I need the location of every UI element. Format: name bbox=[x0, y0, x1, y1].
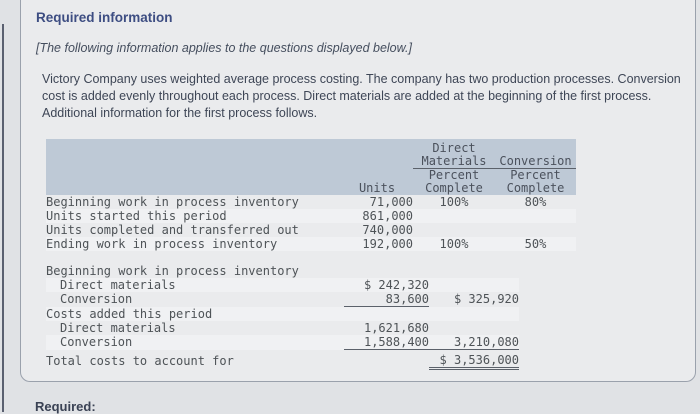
amount-col2: 3,210,080 bbox=[429, 335, 519, 350]
header-spacer bbox=[46, 182, 341, 195]
costs-table-row bbox=[46, 307, 519, 322]
dm-percent-label: Percent bbox=[428, 168, 480, 182]
applies-note: [The following information applies to the questions displayed below.] bbox=[36, 41, 412, 55]
conv-percent-value: 80% bbox=[524, 195, 547, 209]
amount-col2 bbox=[429, 264, 519, 278]
row-label: Ending work in process inventory bbox=[46, 237, 278, 251]
conv-percent-value bbox=[495, 209, 576, 223]
problem-statement: Victory Company uses weighted average process costing. The company has two production processes. Conversion cost is added evenly throughout each process. Direct materials are added at the beginning of the first process. Additional information for the first process follows. bbox=[42, 72, 681, 120]
header-spacer bbox=[46, 139, 341, 155]
required-section-label: Required: bbox=[35, 399, 96, 414]
header-spacer bbox=[46, 155, 341, 169]
conv-complete-label: Complete bbox=[506, 182, 565, 195]
row-label: Units completed and transferred out bbox=[46, 223, 299, 237]
row-label: Conversion bbox=[60, 335, 133, 350]
conv-percent-label: Percent bbox=[510, 168, 561, 182]
costs-table-total-row bbox=[46, 350, 519, 369]
amount-col1: 83,600 bbox=[344, 292, 429, 307]
costs-table-row bbox=[46, 335, 519, 350]
conv-percent-value: 50% bbox=[524, 237, 547, 251]
direct-header-line1: Direct bbox=[432, 141, 476, 155]
amount-col2 bbox=[429, 278, 519, 292]
units-value: 192,000 bbox=[362, 237, 413, 251]
amount-col1: 1,621,680 bbox=[363, 321, 429, 335]
units-column-header: Units bbox=[358, 182, 396, 195]
row-label: Beginning work in process inventory bbox=[46, 264, 299, 278]
conversion-header: Conversion bbox=[495, 155, 576, 169]
units-table bbox=[46, 139, 576, 251]
row-label: Direct materials bbox=[60, 278, 176, 292]
costs-table-row bbox=[46, 321, 519, 335]
header-spacer bbox=[46, 169, 341, 183]
header-spacer bbox=[341, 169, 413, 183]
units-table-header bbox=[46, 139, 576, 195]
header-spacer bbox=[341, 139, 413, 155]
row-label: Total costs to account for bbox=[46, 353, 234, 368]
units-table-row bbox=[46, 223, 576, 237]
amount-col1 bbox=[344, 307, 429, 322]
process-costing-table-area bbox=[46, 139, 677, 370]
costs-table-row bbox=[46, 264, 519, 278]
units-table-row bbox=[46, 237, 576, 251]
units-value: 740,000 bbox=[362, 223, 413, 237]
dm-percent-value: 100% bbox=[439, 195, 469, 209]
header-spacer bbox=[495, 139, 576, 155]
costs-table-row bbox=[46, 292, 519, 307]
row-label: Conversion bbox=[60, 292, 133, 307]
amount-col1: 1,588,400 bbox=[344, 335, 429, 350]
materials-header: Materials bbox=[413, 155, 495, 169]
amount-col2 bbox=[429, 307, 519, 322]
required-information-heading: Required information bbox=[36, 10, 173, 25]
units-value: 861,000 bbox=[362, 209, 413, 223]
units-table-row bbox=[46, 209, 576, 223]
conv-percent-value bbox=[495, 223, 576, 237]
row-label: Costs added this period bbox=[46, 306, 213, 321]
amount-col2: $ 325,920 bbox=[453, 292, 519, 307]
dm-percent-value bbox=[413, 223, 495, 237]
amount-col1 bbox=[344, 350, 429, 369]
dm-complete-label: Complete bbox=[425, 182, 483, 195]
amount-col2 bbox=[429, 321, 519, 335]
header-spacer bbox=[341, 155, 413, 169]
row-label: Beginning work in process inventory bbox=[46, 195, 299, 209]
amount-col1: $ 242,320 bbox=[363, 278, 429, 292]
costs-table bbox=[46, 264, 519, 370]
units-value: 71,000 bbox=[369, 195, 413, 209]
amount-col1 bbox=[344, 264, 429, 278]
units-table-row bbox=[46, 195, 576, 209]
dm-percent-value: 100% bbox=[439, 237, 469, 251]
amount-col2: $ 3,536,000 bbox=[429, 350, 519, 369]
panel-edge-line bbox=[2, 24, 4, 412]
problem-card bbox=[20, 0, 696, 382]
row-label: Units started this period bbox=[46, 209, 227, 223]
dm-percent-value bbox=[413, 209, 495, 223]
costs-table-row bbox=[46, 278, 519, 292]
row-label: Direct materials bbox=[60, 321, 176, 335]
